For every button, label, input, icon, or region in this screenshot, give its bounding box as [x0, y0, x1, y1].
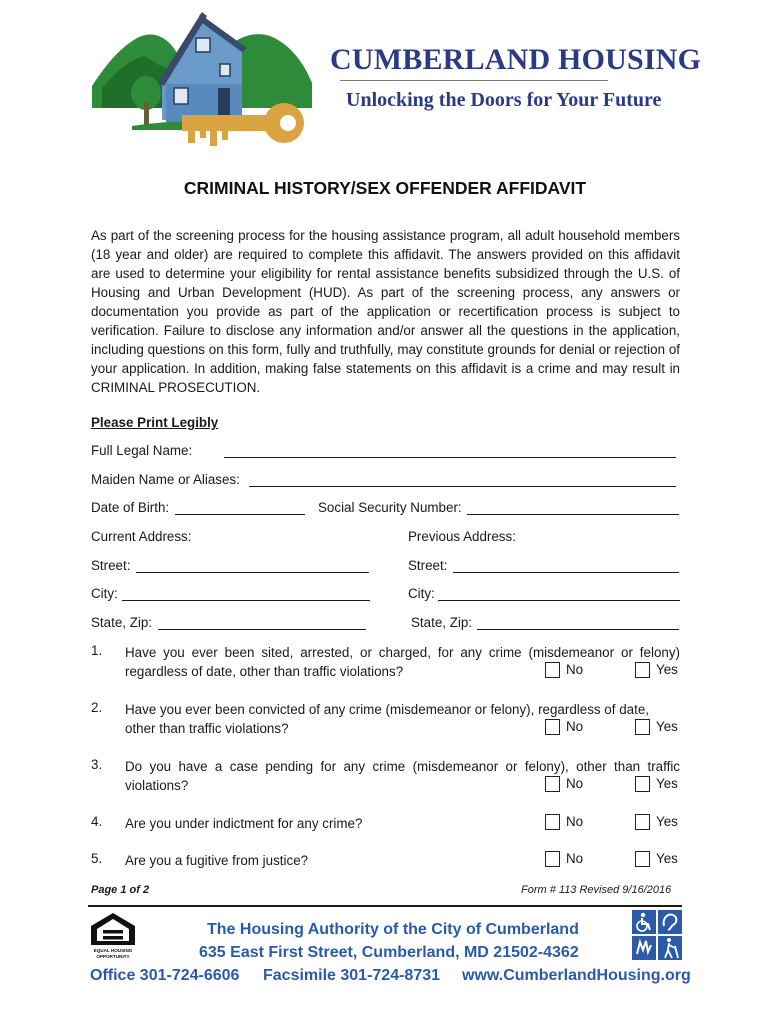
authority-address: 635 East First Street, Cumberland, MD 21502-4362	[199, 944, 579, 961]
q5-no-checkbox[interactable]	[545, 851, 560, 867]
org-name: CUMBERLAND HOUSING	[330, 43, 702, 76]
maiden-name-label: Maiden Name or Aliases:	[91, 472, 240, 487]
question-text: Are you under indictment for any crime?	[125, 816, 363, 831]
question-text: Have you ever been sited, arrested, or charged, for any crime (misdemeanor or felony) regardless of date, other than traffic violations?	[125, 645, 680, 679]
org-tagline: Unlocking the Doors for Your Future	[346, 89, 662, 111]
q1-yes-checkbox[interactable]	[635, 662, 650, 678]
question-number: 5.	[91, 851, 103, 866]
q1-no-label: No	[566, 662, 584, 677]
q4-yes-checkbox[interactable]	[635, 814, 650, 830]
previous-street-field[interactable]	[453, 572, 679, 573]
form-number: Form # 113 Revised 9/16/2016	[521, 884, 672, 896]
current-city-label: City:	[91, 586, 118, 601]
q4-no-checkbox[interactable]	[545, 814, 560, 830]
document-title: CRIMINAL HISTORY/SEX OFFENDER AFFIDAVIT	[183, 178, 587, 198]
question-number: 1.	[91, 643, 103, 658]
current-street-field[interactable]	[136, 572, 369, 573]
current-address-label: Current Address:	[91, 529, 192, 544]
eho-text-line1: EQUAL HOUSING	[93, 948, 133, 953]
full-legal-name-field[interactable]	[224, 457, 676, 458]
previous-city-label: City:	[408, 586, 435, 601]
date-of-birth-field[interactable]	[175, 514, 305, 515]
q2-yes-checkbox[interactable]	[635, 719, 650, 735]
question-number: 4.	[91, 814, 103, 829]
equal-housing-opportunity-icon	[88, 911, 138, 961]
q2-no-label: No	[566, 719, 584, 734]
q4-no-label: No	[566, 814, 584, 829]
footer-divider	[88, 905, 682, 907]
full-legal-name-label: Full Legal Name:	[91, 443, 193, 458]
website-link[interactable]: www.CumberlandHousing.org	[462, 967, 691, 984]
previous-city-field[interactable]	[438, 600, 680, 601]
previous-address-label: Previous Address:	[408, 529, 516, 544]
maiden-name-field[interactable]	[249, 486, 676, 487]
current-street-label: Street:	[91, 558, 131, 573]
question-text: Are you a fugitive from justice?	[125, 853, 309, 868]
current-state-zip-field[interactable]	[158, 629, 366, 630]
cumberland-housing-logo	[92, 8, 314, 158]
q5-no-label: No	[566, 851, 584, 866]
ssn-label: Social Security Number:	[318, 500, 462, 515]
q3-no-checkbox[interactable]	[545, 776, 560, 792]
q3-yes-label: Yes	[656, 776, 678, 791]
ssn-field[interactable]	[467, 514, 679, 515]
q5-yes-label: Yes	[656, 851, 678, 866]
authority-name: The Housing Authority of the City of Cumberland	[207, 921, 579, 938]
fax-number: Facsimile 301-724-8731	[263, 967, 441, 984]
date-of-birth-label: Date of Birth:	[91, 500, 170, 515]
q2-yes-label: Yes	[656, 719, 678, 734]
q2-no-checkbox[interactable]	[545, 719, 560, 735]
question-text: Have you ever been convicted of any crime (misdemeanor or felony), regardless of date, other than traffic violations?	[125, 702, 649, 736]
office-phone: Office 301-724-6606	[90, 967, 240, 984]
page-number: Page 1 of 2	[91, 884, 150, 896]
previous-state-zip-label: State, Zip:	[411, 615, 473, 630]
eho-text-line2: OPPORTUNITY	[96, 954, 130, 959]
header-divider	[340, 80, 608, 81]
current-state-zip-label: State, Zip:	[91, 615, 153, 630]
q1-no-checkbox[interactable]	[545, 662, 560, 678]
q3-yes-checkbox[interactable]	[635, 776, 650, 792]
q5-yes-checkbox[interactable]	[635, 851, 650, 867]
intro-paragraph: As part of the screening process for the housing assistance program, all adult household members (18 year and older) are required to complete this affidavit. The answers provided on this affidavit are used to determine your eligibility for rental assistance benefits subsidized through the U.S. of Housing and Urban Development (HUD). As part of the screening process, any answers or documentation you provide as part of the application or recertification process is subject to verification. Failure to disclose any information and/or answer all the questions in the application, including questions on this form, fully and truthfully, may constitute grounds for denial or rejection of your application. In addition, making false statements on this affidavit is a crime and may result in CRIMINAL PROSECUTION.	[91, 228, 680, 395]
question-number: 2.	[91, 700, 103, 715]
question-text: Do you have a case pending for any crime (misdemeanor or felony), other than traffic violations?	[125, 759, 680, 793]
current-city-field[interactable]	[122, 600, 370, 601]
question-number: 3.	[91, 757, 103, 772]
previous-state-zip-field[interactable]	[477, 629, 679, 630]
q4-yes-label: Yes	[656, 814, 678, 829]
accessibility-icons	[632, 910, 682, 960]
print-legibly-heading: Please Print Legibly	[91, 415, 219, 430]
q1-yes-label: Yes	[656, 662, 678, 677]
previous-street-label: Street:	[408, 558, 448, 573]
q3-no-label: No	[566, 776, 584, 791]
